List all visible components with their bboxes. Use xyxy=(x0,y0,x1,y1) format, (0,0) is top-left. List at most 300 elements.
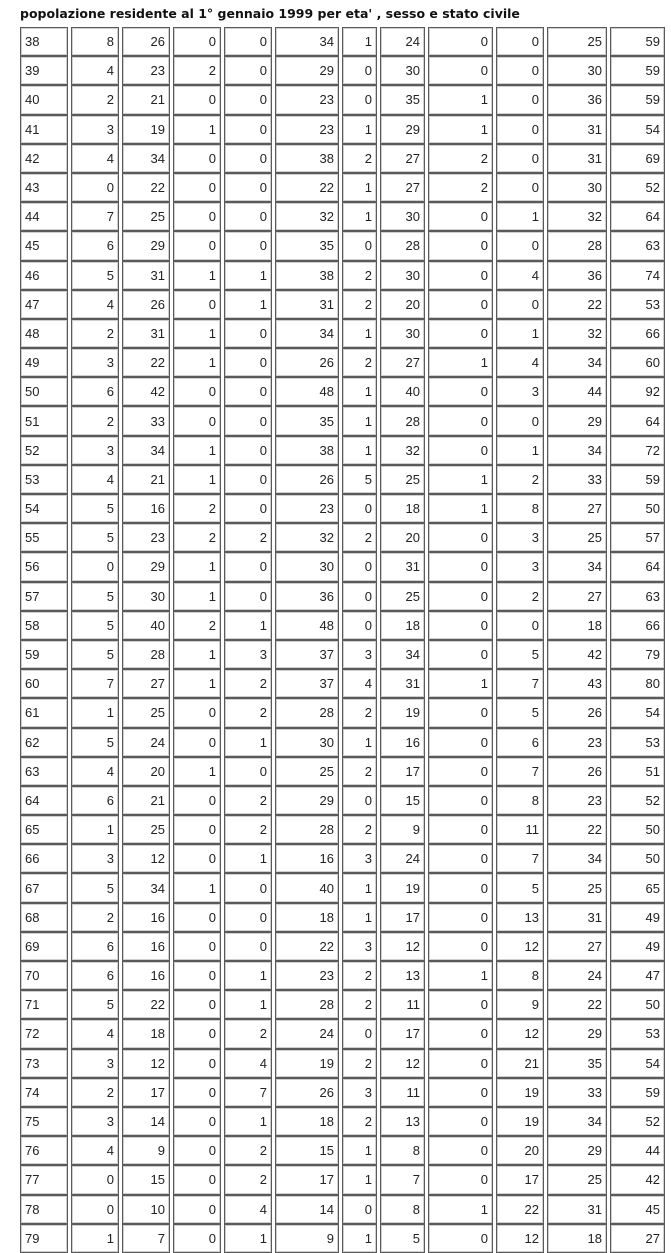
value-cell: 37 xyxy=(275,669,339,698)
value-cell: 0 xyxy=(224,494,272,523)
value-cell: 29 xyxy=(122,231,170,260)
table-row xyxy=(20,611,665,640)
value-cell: 22 xyxy=(122,990,170,1019)
value-cell: 8 xyxy=(496,961,544,990)
value-cell: 0 xyxy=(173,698,221,727)
value-cell: 80 xyxy=(610,669,665,698)
value-cell: 0 xyxy=(224,115,272,144)
value-cell: 23 xyxy=(275,115,339,144)
value-cell: 1 xyxy=(342,319,377,348)
value-cell: 2 xyxy=(496,465,544,494)
value-cell: 1 xyxy=(173,436,221,465)
value-cell: 15 xyxy=(275,1136,339,1165)
value-cell: 0 xyxy=(428,1224,493,1253)
value-cell: 2 xyxy=(342,144,377,173)
value-cell: 48 xyxy=(275,377,339,406)
table-row xyxy=(20,494,665,523)
value-cell: 3 xyxy=(342,844,377,873)
value-cell: 6 xyxy=(71,932,119,961)
value-cell: 30 xyxy=(547,56,607,85)
value-cell: 35 xyxy=(275,231,339,260)
value-cell: 0 xyxy=(342,582,377,611)
value-cell: 32 xyxy=(547,319,607,348)
value-cell: 12 xyxy=(380,1049,425,1078)
value-cell: 5 xyxy=(71,728,119,757)
table-row xyxy=(20,465,665,494)
value-cell: 1 xyxy=(342,903,377,932)
value-cell: 1 xyxy=(428,961,493,990)
value-cell: 6 xyxy=(71,377,119,406)
value-cell: 0 xyxy=(224,903,272,932)
value-cell: 8 xyxy=(380,1136,425,1165)
table-row xyxy=(20,903,665,932)
value-cell: 5 xyxy=(380,1224,425,1253)
value-cell: 64 xyxy=(610,202,665,231)
value-cell: 12 xyxy=(496,1019,544,1048)
value-cell: 4 xyxy=(71,290,119,319)
value-cell: 34 xyxy=(122,873,170,902)
value-cell: 0 xyxy=(224,27,272,56)
table-row xyxy=(20,377,665,406)
value-cell: 8 xyxy=(496,786,544,815)
value-cell: 0 xyxy=(71,552,119,581)
value-cell: 19 xyxy=(122,115,170,144)
value-cell: 3 xyxy=(71,844,119,873)
value-cell: 14 xyxy=(122,1107,170,1136)
value-cell: 22 xyxy=(275,173,339,202)
value-cell: 2 xyxy=(428,144,493,173)
value-cell: 3 xyxy=(71,436,119,465)
value-cell: 49 xyxy=(610,932,665,961)
value-cell: 1 xyxy=(173,669,221,698)
value-cell: 5 xyxy=(71,990,119,1019)
value-cell: 0 xyxy=(428,1019,493,1048)
table-row xyxy=(20,1195,665,1224)
value-cell: 50 xyxy=(610,494,665,523)
value-cell: 0 xyxy=(428,932,493,961)
value-cell: 29 xyxy=(547,1019,607,1048)
value-cell: 38 xyxy=(275,144,339,173)
value-cell: 21 xyxy=(496,1049,544,1078)
age-cell: 54 xyxy=(20,494,68,523)
value-cell: 8 xyxy=(496,494,544,523)
age-cell: 63 xyxy=(20,757,68,786)
value-cell: 0 xyxy=(428,202,493,231)
value-cell: 20 xyxy=(380,523,425,552)
value-cell: 30 xyxy=(380,56,425,85)
value-cell: 22 xyxy=(122,173,170,202)
value-cell: 22 xyxy=(547,290,607,319)
value-cell: 25 xyxy=(380,582,425,611)
value-cell: 18 xyxy=(275,903,339,932)
value-cell: 35 xyxy=(380,85,425,114)
value-cell: 1 xyxy=(428,494,493,523)
age-cell: 42 xyxy=(20,144,68,173)
value-cell: 63 xyxy=(610,582,665,611)
value-cell: 0 xyxy=(71,1165,119,1194)
value-cell: 43 xyxy=(547,669,607,698)
value-cell: 34 xyxy=(547,348,607,377)
value-cell: 18 xyxy=(547,1224,607,1253)
value-cell: 2 xyxy=(342,348,377,377)
value-cell: 26 xyxy=(122,290,170,319)
value-cell: 2 xyxy=(173,56,221,85)
value-cell: 29 xyxy=(122,552,170,581)
value-cell: 31 xyxy=(380,552,425,581)
value-cell: 0 xyxy=(173,903,221,932)
age-cell: 58 xyxy=(20,611,68,640)
value-cell: 92 xyxy=(610,377,665,406)
value-cell: 74 xyxy=(610,261,665,290)
value-cell: 19 xyxy=(380,873,425,902)
value-cell: 1 xyxy=(342,1224,377,1253)
value-cell: 1 xyxy=(224,290,272,319)
value-cell: 35 xyxy=(275,406,339,435)
value-cell: 0 xyxy=(224,377,272,406)
value-cell: 14 xyxy=(275,1195,339,1224)
value-cell: 47 xyxy=(610,961,665,990)
age-cell: 70 xyxy=(20,961,68,990)
value-cell: 0 xyxy=(428,873,493,902)
value-cell: 0 xyxy=(428,757,493,786)
value-cell: 0 xyxy=(224,932,272,961)
table-row xyxy=(20,990,665,1019)
value-cell: 12 xyxy=(122,1049,170,1078)
value-cell: 23 xyxy=(275,494,339,523)
value-cell: 1 xyxy=(173,757,221,786)
value-cell: 3 xyxy=(71,348,119,377)
table-row xyxy=(20,669,665,698)
value-cell: 0 xyxy=(428,728,493,757)
age-cell: 57 xyxy=(20,582,68,611)
table-row xyxy=(20,290,665,319)
value-cell: 2 xyxy=(342,1107,377,1136)
value-cell: 52 xyxy=(610,786,665,815)
value-cell: 9 xyxy=(496,990,544,1019)
value-cell: 1 xyxy=(342,1136,377,1165)
value-cell: 22 xyxy=(496,1195,544,1224)
value-cell: 27 xyxy=(122,669,170,698)
value-cell: 0 xyxy=(342,552,377,581)
value-cell: 1 xyxy=(342,202,377,231)
age-cell: 72 xyxy=(20,1019,68,1048)
value-cell: 0 xyxy=(173,231,221,260)
value-cell: 0 xyxy=(224,552,272,581)
value-cell: 1 xyxy=(342,115,377,144)
value-cell: 30 xyxy=(275,728,339,757)
value-cell: 40 xyxy=(275,873,339,902)
value-cell: 0 xyxy=(428,406,493,435)
value-cell: 3 xyxy=(71,1049,119,1078)
value-cell: 21 xyxy=(122,786,170,815)
value-cell: 59 xyxy=(610,85,665,114)
value-cell: 0 xyxy=(428,319,493,348)
age-cell: 55 xyxy=(20,523,68,552)
value-cell: 6 xyxy=(71,786,119,815)
table-row xyxy=(20,85,665,114)
age-cell: 50 xyxy=(20,377,68,406)
value-cell: 30 xyxy=(547,173,607,202)
value-cell: 12 xyxy=(380,932,425,961)
value-cell: 1 xyxy=(173,261,221,290)
table-row xyxy=(20,231,665,260)
value-cell: 69 xyxy=(610,144,665,173)
value-cell: 29 xyxy=(547,406,607,435)
value-cell: 29 xyxy=(547,1136,607,1165)
value-cell: 21 xyxy=(122,85,170,114)
value-cell: 24 xyxy=(380,844,425,873)
value-cell: 0 xyxy=(224,436,272,465)
value-cell: 3 xyxy=(496,552,544,581)
value-cell: 11 xyxy=(380,990,425,1019)
value-cell: 34 xyxy=(275,27,339,56)
table-row xyxy=(20,1049,665,1078)
value-cell: 40 xyxy=(122,611,170,640)
value-cell: 15 xyxy=(122,1165,170,1194)
value-cell: 1 xyxy=(428,669,493,698)
value-cell: 0 xyxy=(342,1195,377,1224)
value-cell: 28 xyxy=(380,231,425,260)
value-cell: 7 xyxy=(496,757,544,786)
value-cell: 2 xyxy=(342,815,377,844)
value-cell: 19 xyxy=(496,1078,544,1107)
value-cell: 4 xyxy=(224,1049,272,1078)
table-row xyxy=(20,786,665,815)
value-cell: 1 xyxy=(224,1224,272,1253)
age-cell: 51 xyxy=(20,406,68,435)
age-cell: 66 xyxy=(20,844,68,873)
age-cell: 52 xyxy=(20,436,68,465)
value-cell: 50 xyxy=(610,844,665,873)
value-cell: 36 xyxy=(547,85,607,114)
value-cell: 11 xyxy=(496,815,544,844)
value-cell: 37 xyxy=(275,640,339,669)
value-cell: 0 xyxy=(428,1107,493,1136)
value-cell: 1 xyxy=(71,1224,119,1253)
value-cell: 27 xyxy=(380,144,425,173)
value-cell: 1 xyxy=(173,465,221,494)
value-cell: 4 xyxy=(224,1195,272,1224)
value-cell: 7 xyxy=(496,844,544,873)
value-cell: 30 xyxy=(380,261,425,290)
value-cell: 11 xyxy=(380,1078,425,1107)
age-cell: 59 xyxy=(20,640,68,669)
value-cell: 57 xyxy=(610,523,665,552)
value-cell: 25 xyxy=(380,465,425,494)
value-cell: 2 xyxy=(224,786,272,815)
age-cell: 68 xyxy=(20,903,68,932)
value-cell: 24 xyxy=(122,728,170,757)
value-cell: 9 xyxy=(380,815,425,844)
value-cell: 5 xyxy=(71,494,119,523)
value-cell: 21 xyxy=(122,465,170,494)
value-cell: 19 xyxy=(380,698,425,727)
value-cell: 5 xyxy=(71,523,119,552)
value-cell: 26 xyxy=(122,27,170,56)
value-cell: 0 xyxy=(428,552,493,581)
value-cell: 35 xyxy=(547,1049,607,1078)
value-cell: 16 xyxy=(122,903,170,932)
age-cell: 48 xyxy=(20,319,68,348)
value-cell: 4 xyxy=(71,465,119,494)
table-row xyxy=(20,728,665,757)
table-row xyxy=(20,844,665,873)
age-cell: 74 xyxy=(20,1078,68,1107)
value-cell: 0 xyxy=(173,728,221,757)
age-cell: 65 xyxy=(20,815,68,844)
value-cell: 7 xyxy=(224,1078,272,1107)
value-cell: 28 xyxy=(275,698,339,727)
value-cell: 0 xyxy=(173,1195,221,1224)
age-cell: 38 xyxy=(20,27,68,56)
value-cell: 50 xyxy=(610,990,665,1019)
value-cell: 79 xyxy=(610,640,665,669)
value-cell: 27 xyxy=(610,1224,665,1253)
age-cell: 46 xyxy=(20,261,68,290)
value-cell: 3 xyxy=(71,115,119,144)
value-cell: 0 xyxy=(428,27,493,56)
value-cell: 31 xyxy=(275,290,339,319)
value-cell: 1 xyxy=(342,1165,377,1194)
population-table xyxy=(17,27,668,1253)
value-cell: 59 xyxy=(610,465,665,494)
value-cell: 40 xyxy=(380,377,425,406)
page-title: popolazione residente al 1° gennaio 1999 per eta' , sesso e stato civile xyxy=(20,6,520,21)
value-cell: 1 xyxy=(173,552,221,581)
value-cell: 31 xyxy=(547,115,607,144)
value-cell: 42 xyxy=(610,1165,665,1194)
age-cell: 44 xyxy=(20,202,68,231)
value-cell: 32 xyxy=(380,436,425,465)
value-cell: 0 xyxy=(173,377,221,406)
value-cell: 0 xyxy=(342,786,377,815)
value-cell: 3 xyxy=(224,640,272,669)
value-cell: 20 xyxy=(380,290,425,319)
value-cell: 31 xyxy=(547,144,607,173)
value-cell: 19 xyxy=(275,1049,339,1078)
value-cell: 1 xyxy=(428,1195,493,1224)
value-cell: 4 xyxy=(71,1019,119,1048)
table-row xyxy=(20,115,665,144)
value-cell: 28 xyxy=(122,640,170,669)
value-cell: 9 xyxy=(122,1136,170,1165)
value-cell: 0 xyxy=(224,757,272,786)
value-cell: 27 xyxy=(547,494,607,523)
value-cell: 31 xyxy=(380,669,425,698)
table-row xyxy=(20,56,665,85)
value-cell: 30 xyxy=(380,202,425,231)
age-cell: 56 xyxy=(20,552,68,581)
value-cell: 31 xyxy=(547,903,607,932)
value-cell: 1 xyxy=(342,173,377,202)
value-cell: 16 xyxy=(122,961,170,990)
value-cell: 5 xyxy=(496,640,544,669)
table-row xyxy=(20,698,665,727)
value-cell: 2 xyxy=(342,698,377,727)
table-row xyxy=(20,523,665,552)
value-cell: 1 xyxy=(71,815,119,844)
value-cell: 1 xyxy=(496,319,544,348)
value-cell: 64 xyxy=(610,552,665,581)
table-row xyxy=(20,1136,665,1165)
value-cell: 12 xyxy=(122,844,170,873)
value-cell: 1 xyxy=(428,115,493,144)
value-cell: 22 xyxy=(547,990,607,1019)
value-cell: 59 xyxy=(610,56,665,85)
value-cell: 5 xyxy=(342,465,377,494)
table-row xyxy=(20,582,665,611)
value-cell: 17 xyxy=(496,1165,544,1194)
value-cell: 63 xyxy=(610,231,665,260)
value-cell: 2 xyxy=(342,757,377,786)
value-cell: 16 xyxy=(275,844,339,873)
value-cell: 36 xyxy=(547,261,607,290)
value-cell: 0 xyxy=(496,173,544,202)
value-cell: 2 xyxy=(342,990,377,1019)
value-cell: 23 xyxy=(122,523,170,552)
value-cell: 1 xyxy=(224,844,272,873)
value-cell: 29 xyxy=(275,56,339,85)
table-row xyxy=(20,932,665,961)
value-cell: 27 xyxy=(380,348,425,377)
value-cell: 22 xyxy=(122,348,170,377)
value-cell: 3 xyxy=(342,640,377,669)
value-cell: 23 xyxy=(547,728,607,757)
value-cell: 0 xyxy=(428,698,493,727)
value-cell: 2 xyxy=(173,611,221,640)
value-cell: 0 xyxy=(428,815,493,844)
value-cell: 0 xyxy=(428,290,493,319)
value-cell: 1 xyxy=(71,698,119,727)
value-cell: 4 xyxy=(496,348,544,377)
value-cell: 54 xyxy=(610,1049,665,1078)
value-cell: 1 xyxy=(224,990,272,1019)
value-cell: 65 xyxy=(610,873,665,902)
value-cell: 34 xyxy=(547,844,607,873)
value-cell: 66 xyxy=(610,611,665,640)
value-cell: 2 xyxy=(342,290,377,319)
value-cell: 0 xyxy=(428,611,493,640)
value-cell: 17 xyxy=(122,1078,170,1107)
value-cell: 0 xyxy=(173,85,221,114)
value-cell: 23 xyxy=(547,786,607,815)
value-cell: 13 xyxy=(380,961,425,990)
value-cell: 53 xyxy=(610,1019,665,1048)
value-cell: 28 xyxy=(380,406,425,435)
value-cell: 6 xyxy=(71,231,119,260)
value-cell: 2 xyxy=(71,1078,119,1107)
value-cell: 3 xyxy=(342,1078,377,1107)
value-cell: 36 xyxy=(275,582,339,611)
value-cell: 1 xyxy=(173,640,221,669)
value-cell: 25 xyxy=(547,27,607,56)
value-cell: 0 xyxy=(173,1107,221,1136)
value-cell: 3 xyxy=(496,377,544,406)
value-cell: 0 xyxy=(173,144,221,173)
value-cell: 0 xyxy=(496,611,544,640)
value-cell: 2 xyxy=(173,494,221,523)
value-cell: 0 xyxy=(342,494,377,523)
value-cell: 32 xyxy=(275,523,339,552)
table-row xyxy=(20,202,665,231)
value-cell: 0 xyxy=(224,465,272,494)
value-cell: 0 xyxy=(173,1224,221,1253)
value-cell: 33 xyxy=(547,1078,607,1107)
value-cell: 59 xyxy=(610,1078,665,1107)
value-cell: 30 xyxy=(380,319,425,348)
value-cell: 30 xyxy=(275,552,339,581)
value-cell: 0 xyxy=(342,85,377,114)
